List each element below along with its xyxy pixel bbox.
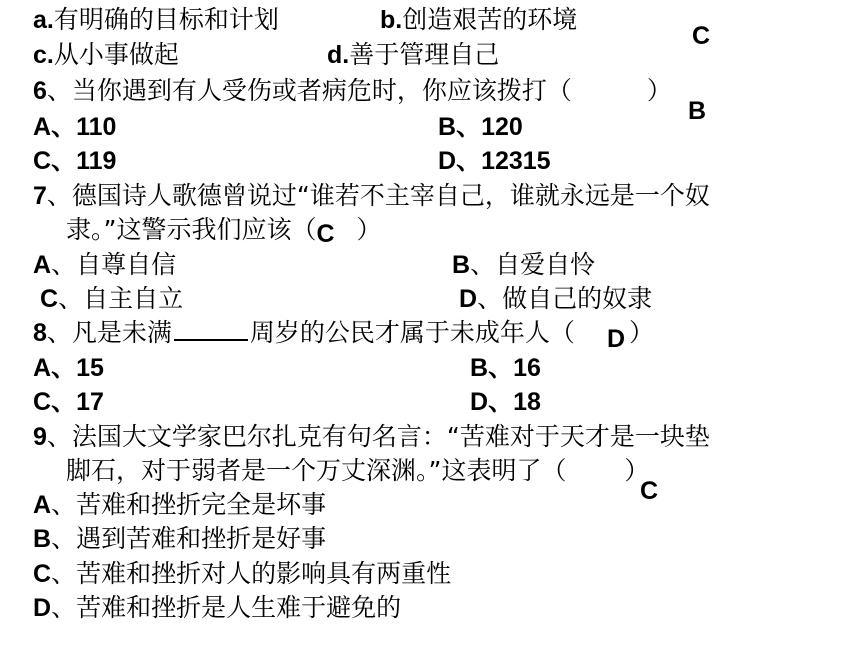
q7-stem-line2 — [66, 213, 382, 247]
option-text: 有明确的目标和计划 — [53, 5, 279, 34]
option-letter: c. — [33, 41, 54, 69]
q7-answer: C — [316, 220, 335, 248]
q6-option-b — [438, 110, 523, 144]
q9-stem-line1 — [33, 420, 710, 454]
q9-stem-line2 — [66, 454, 649, 488]
question-text: 隶。”这警示我们应该（ — [66, 215, 317, 244]
q5-option-c — [33, 38, 179, 72]
option-text: 、自爱自怜 — [470, 250, 596, 279]
q6-stem — [33, 74, 672, 108]
q9-answer: C — [640, 477, 659, 505]
option-letter: B — [438, 113, 457, 141]
option-text: 、120 — [456, 113, 523, 141]
q8-answer: D — [606, 325, 625, 353]
option-letter: A — [33, 354, 52, 382]
option-text: 、12315 — [456, 147, 551, 175]
question-text: 、德国诗人歌德曾说过“谁若不主宰自己，谁就永远是一个奴 — [46, 181, 710, 210]
option-text: 、苦难和挫折是人生难于避免的 — [51, 593, 402, 622]
option-text: 、自尊自信 — [51, 250, 177, 279]
question-text: 脚石，对于弱者是一个万丈深渊。”这表明了（ ） — [66, 456, 650, 485]
option-letter: C — [33, 388, 52, 416]
option-text: 、110 — [51, 113, 117, 141]
option-letter: d. — [327, 41, 350, 69]
q6-option-a — [33, 110, 116, 144]
option-letter: D — [459, 285, 478, 313]
q6-option-c — [33, 144, 116, 178]
option-letter: D — [33, 594, 52, 622]
option-letter: A — [33, 113, 52, 141]
q9-option-c — [33, 557, 451, 591]
option-text: 创造艰苦的环境 — [402, 5, 578, 34]
question-text: 、当你遇到有人受伤或者病危时，你应该拨打（ ） — [46, 76, 672, 105]
q5-option-a — [33, 3, 279, 37]
option-letter: D — [438, 147, 457, 175]
option-letter: b. — [380, 6, 403, 34]
option-text: 善于管理自己 — [349, 40, 500, 69]
q8-option-a — [33, 351, 104, 385]
q8-option-d — [470, 385, 541, 419]
option-text: 、遇到苦难和挫折是好事 — [51, 524, 327, 553]
q5-option-d — [327, 38, 499, 72]
question-number: 6 — [33, 77, 47, 105]
q7-option-b — [452, 248, 595, 282]
q5-option-b — [380, 3, 577, 37]
option-letter: C — [33, 147, 52, 175]
option-text: 、16 — [488, 354, 541, 382]
question-text-close: ） — [356, 215, 382, 244]
q9-option-a — [33, 488, 326, 522]
question-text-2: 周岁的公民才属于未成年人（ — [249, 318, 575, 347]
q7-option-c — [40, 282, 183, 316]
option-text: 、15 — [51, 354, 104, 382]
option-letter: B — [33, 525, 52, 553]
option-text: 、自主自立 — [58, 284, 184, 313]
q8-stem — [33, 316, 655, 353]
option-letter: D — [470, 388, 489, 416]
question-text: 、法国大文学家巴尔扎克有句名言：“苦难对于天才是一块垫 — [46, 422, 710, 451]
option-letter: a. — [33, 6, 54, 34]
q7-option-d — [459, 282, 652, 316]
option-letter: A — [33, 491, 52, 519]
fill-in-blank — [174, 319, 248, 341]
question-number: 9 — [33, 423, 47, 451]
q9-option-d — [33, 591, 401, 625]
option-text: 、17 — [51, 388, 104, 416]
option-text: 从小事做起 — [53, 40, 179, 69]
question-number: 8 — [33, 319, 47, 347]
option-letter: B — [470, 354, 489, 382]
option-text: 、苦难和挫折完全是坏事 — [51, 490, 327, 519]
option-letter: C — [33, 560, 52, 588]
option-text: 、18 — [488, 388, 541, 416]
q6-option-d — [438, 144, 551, 178]
q7-option-a — [33, 248, 176, 282]
option-letter: B — [452, 251, 471, 279]
option-text: 、苦难和挫折对人的影响具有两重性 — [51, 559, 452, 588]
option-letter: C — [40, 285, 59, 313]
q6-answer: B — [688, 97, 707, 125]
q8-option-c — [33, 385, 104, 419]
q5-answer: C — [692, 22, 711, 50]
question-number: 7 — [33, 182, 47, 210]
question-text: 、凡是未满 — [46, 318, 172, 347]
option-text: 、119 — [51, 147, 117, 175]
q7-stem-line1 — [33, 179, 710, 213]
q8-option-b — [470, 351, 541, 385]
option-letter: A — [33, 251, 52, 279]
q9-option-b — [33, 522, 326, 556]
question-text-close: ） — [629, 318, 655, 347]
option-text: 、做自己的奴隶 — [477, 284, 653, 313]
